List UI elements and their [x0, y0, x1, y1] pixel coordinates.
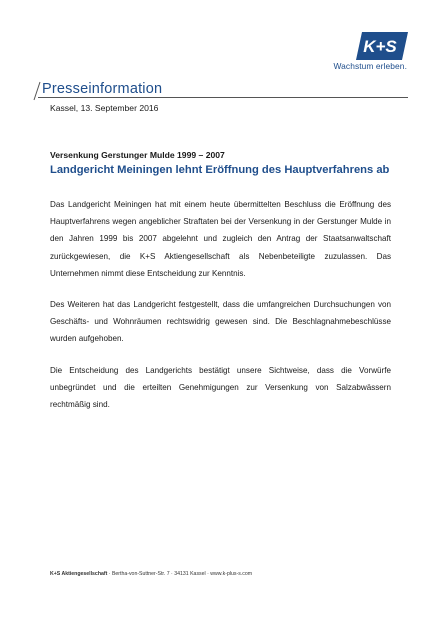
- paragraph-1: Das Landgericht Meiningen hat mit einem heute übermittelten Beschluss die Eröffnung des Hauptverfahrens wegen angeblicher Straftaten bei der Versenkung in der Gerstunger Mulde in den Jahren 1999 bis 2007 abgelehnt und zugleich den Antrag der Staatsanwaltschaft zurückgewiesen, die K+S Aktiengesellschaft als Nebenbeteiligte zuzulassen. Das Unternehmen nimmt diese Entscheidung zur Kenntnis.: [50, 200, 391, 278]
- title-rule: [38, 97, 408, 98]
- footer: [50, 571, 252, 577]
- ks-logo: [356, 30, 408, 62]
- press-title: Presseinformation: [42, 81, 163, 97]
- document-headline: Landgericht Meiningen lehnt Eröffnung des Hauptverfahrens ab: [50, 164, 390, 176]
- document-subhead: Versenkung Gerstunger Mulde 1999 – 2007: [50, 150, 225, 160]
- footer-address: Bertha-von-Suttner-Str. 7 · 34131 Kassel · www.k-plus-s.com: [111, 571, 253, 577]
- footer-separator: ·: [108, 571, 112, 577]
- logo-tagline: Wachstum erleben.: [333, 61, 407, 71]
- paragraph-2: Des Weiteren hat das Landgericht festgestellt, dass die umfangreichen Durchsuchungen von Geschäfts- und Wohnräumen rechtswidrig gewesen sind. Die Beschlagnahmebeschlüsse wurden aufgehoben.: [50, 300, 391, 344]
- document-date: Kassel, 13. September 2016: [50, 103, 159, 113]
- body-text: [50, 196, 391, 427]
- ks-logo-mark-icon: [356, 30, 408, 62]
- logo-text: K+S: [363, 37, 397, 56]
- paragraph-3: Die Entscheidung des Landgerichts bestätigt unsere Sichtweise, dass die Vorwürfe unbegründet und die erteilten Genehmigungen zur Versenkung von Salzabwässern rechtmäßig sind.: [50, 365, 391, 410]
- slash-mark-icon: [32, 81, 42, 101]
- footer-company: K+S Aktiengesellschaft: [50, 571, 108, 577]
